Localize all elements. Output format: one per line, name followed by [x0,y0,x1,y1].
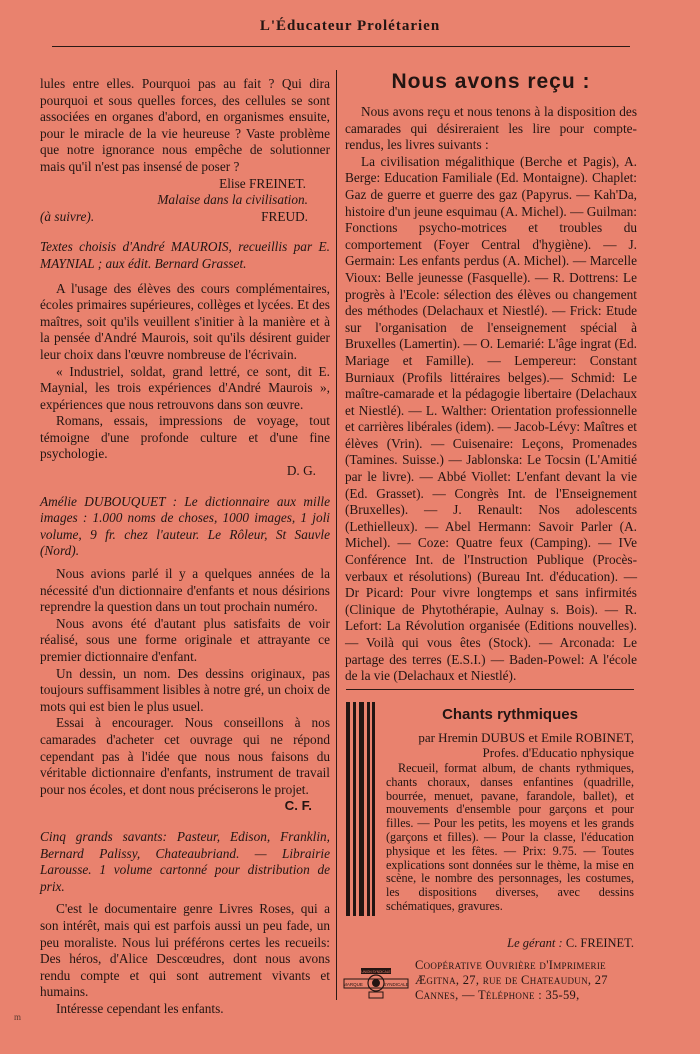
book-heading-dictionnaire: Amélie DUBOUQUET : Le dictionnaire aux mille images : 1.000 noms de choses, 1000 images, 1 joli volume, 9 fr. chez l'auteur. Le Rôleur, St Sauvle (Nord). [40,493,330,559]
signature: Elise FREINET. [219,175,306,191]
book-heading-savants: Cinq grands savants: Pasteur, Edison, Franklin, Bernard Palissy, Chateaubriand. — Librairie Larousse. 1 volume cartonné pour distribution de prix. [40,828,330,894]
book-list: La civilisation mégalithique (Berche et Pagis), A. Berge: Education Familiale (Ed. Montaigne). Chaplet: Gaz de guerre et guerre des gaz (Papyrus. — Kah'Da, histoire d'un jeune esquimau (A. Michel). — Guilman: Fonctions psycho-motrices et troubles du comportement (Foyer Central d'hygiène). — J. Germain: Les enfants perdus (A. Michel). — Marcelle Vioux: Belle jeunesse (Fasquelle). — R. Dottrens: Le progrès à l'Ecole: sélection des élèves ou changement des méthodes (Delachaux et Niestlé). — Frick: Etude sur l'organisation de l'enseignement spécial à Bruxelles (Lamertin). — O. Lemarié: L'âge ingrat (Ed. Mariage et Famille). — Lempereur: Constant Burniaux (Profils littéraires belges).— Schmid: Le maître-camarade et la pédagogie libertaire (Delachaux et Niestlé). — L. Walther: Orientation professionnelle et carrières libérales (idem). — Jacob-Lévy: Maîtres et élèves (Vrin). — Cuisenaire: Leçons, Promenades (Tamines. Suisse.) — Jablonska: Le Tocsin (L'Amitié par le livre). — Abbé Viollet: L'enfant devant la vie (Ed. Grasset). — Congrès Int. de l'Enseignement (Bruxelles). — J. Renault: Nos adolescents (Lethielleux). — Abel Hermann: Savoir Parler (A. Michel). — Coze: Quatre feux (Camping). — IVe Conférence Int. de l'Instruction Publique (Procès-verbaux et résolutions) (Bureau Int. d'éducation). — Dr Picard: Pour vivre longtemps et sans infirmités (Clinique de Phytothérapie, Aulnay s. Bois). — R. Lefort: La Révolution organisée (Editions nouvelles). — Voilà qui vous êtes (Stock). — Arconada: Le partage des terres (E.S.I.) — Baden-Powel: A l'école de la vie (Delachaux et Niestlé). [345,153,637,684]
gerant-label: Le gérant : [507,936,563,950]
paragraph: Nous avions parlé il y a quelques années de la nécessité d'un dictionnaire d'enfants et nous désirions reprendre la question dans un tout prochain numéro. [40,566,330,615]
logo-right-text: SYNDICALE [383,982,409,987]
margin-mark: m [14,1012,22,1022]
printer-name: Coopérative Ouvrière d'Imprimerie [415,958,606,972]
logo-top-text: UNION SYNDICALE [361,970,391,974]
initials: D. G. [286,463,316,479]
book-heading-maurois: Textes choisis d'André MAUROIS, recueillis par E. MAYNIAL ; aux édit. Bernard Grasset. [40,239,330,271]
paragraph: Intéresse cependant les enfants. [56,1000,224,1016]
column-divider [336,70,337,1000]
paragraph: C'est le documentaire genre Livres Roses, qui a son intérêt, mais qui est parfois aussi un peu fade, un peu moraliste. Nous lui préférons certes les recueils: Des héros, d'Alice Descœudres, dont nous avons rendu compte et qui sont autrement vivants et humains. [40,901,330,1000]
printer-info [415,958,635,1003]
ad-body: Recueil, format album, de chants rythmiques, chants choraux, danses enfantines (quadrille, bourrée, menuet, pavane, farandole, ballet), et mouvements d'ensemble pour garçons et pour filles. — Pour les petits, les moyens et les grands (garçons et filles). — Pour la classe, l'éducation physique et les fêtes. — Prix: 9.75. — Toutes explications sont données sur le thème, la mise en scène, le nombre des personnages, les costumes, les dispositions diverses, avec dessins schématiques, gravures. [386,761,634,913]
header-rule [52,46,630,47]
gerant-name: C. FREINET. [565,936,634,950]
author-freud: FREUD. [261,208,308,224]
initials: C. F. [284,798,312,814]
ad-title: Chants rythmiques [442,706,578,723]
printer-phone: Cannes, — Téléphone : 35-59, [415,988,580,1002]
page-header: L'Éducateur Prolétarien [259,18,441,34]
suivre-note: (à suivre). [40,208,95,224]
logo-left-text: MARQUE [343,982,363,987]
section-title: Nous avons reçu : [391,70,591,93]
section-rule [346,689,634,690]
paragraph: Essai à encourager. Nous conseillons à nos camarades d'acheter cet ouvrage qui ne répond cependant pas à l'idée que nous nous faisons du véritable dictionnaire d'enfants, instrument de travail pour nos écoles, et dont nous préciserons le projet. [40,715,330,797]
paragraph: Un dessin, un nom. Des dessins originaux, pas toujours suffisamment lisibles à notre gré, un choix de mots qui est bien le plus usuel. [40,665,330,714]
suivre-line [40,209,330,226]
decorative-bars [346,702,376,916]
paragraph: « Industriel, soldat, grand lettré, ce sont, dit E. Maynial, les trois expériences d'André Maurois », expériences que nous retrouvons dans son œuvre. [40,363,330,412]
paragraph: Nous avons reçu et nous tenons à la disposition des camarades qui désireraient les lire pour compte-rendus, les livres suivants : [345,104,637,153]
paragraph: A l'usage des élèves des cours complémentaires, écoles primaires supérieures, collèges et lycées. Et des maîtres, soit qu'ils veuillent s'initier à la manière et à la pensée d'André Maurois, soit qu'ils désirent guider leur choix dans l'œuvre nombreuse de l'écrivain. [40,280,330,362]
union-logo [343,962,409,1002]
advertisement-box [346,700,634,922]
printer-address: Ægitna, 27, rue de Chateaudun, 27 [415,973,608,987]
ad-authors: par Hremin DUBUS et Emile ROBINET, Profes. d'Educatio nphysique [418,730,634,760]
gerant-line [346,936,634,951]
paragraph: Nous avons été d'autant plus satisfaits de voir réalisé, sous une forme originale et attrayante ce premier dictionnaire d'enfant. [40,615,330,664]
paragraph: Romans, essais, impressions de voyage, tout témoigne d'une profonde culture et d'une fine psychologie. [40,413,330,462]
quoted-work: Malaise dans la civilisation. [157,192,308,208]
right-column [345,104,637,685]
paragraph: lules entre elles. Pourquoi pas au fait ? Qui dira pourquoi et sous quelles forces, des cellules se sont associées en organes d'abord, en organismes ensuite, pour le miracle de la vie heureuse ? Vaste problème que notre ignorance nous empêche de solutionner mais qu'il n'est pas insensé de poser ? [40,76,330,174]
left-column [40,76,330,1017]
